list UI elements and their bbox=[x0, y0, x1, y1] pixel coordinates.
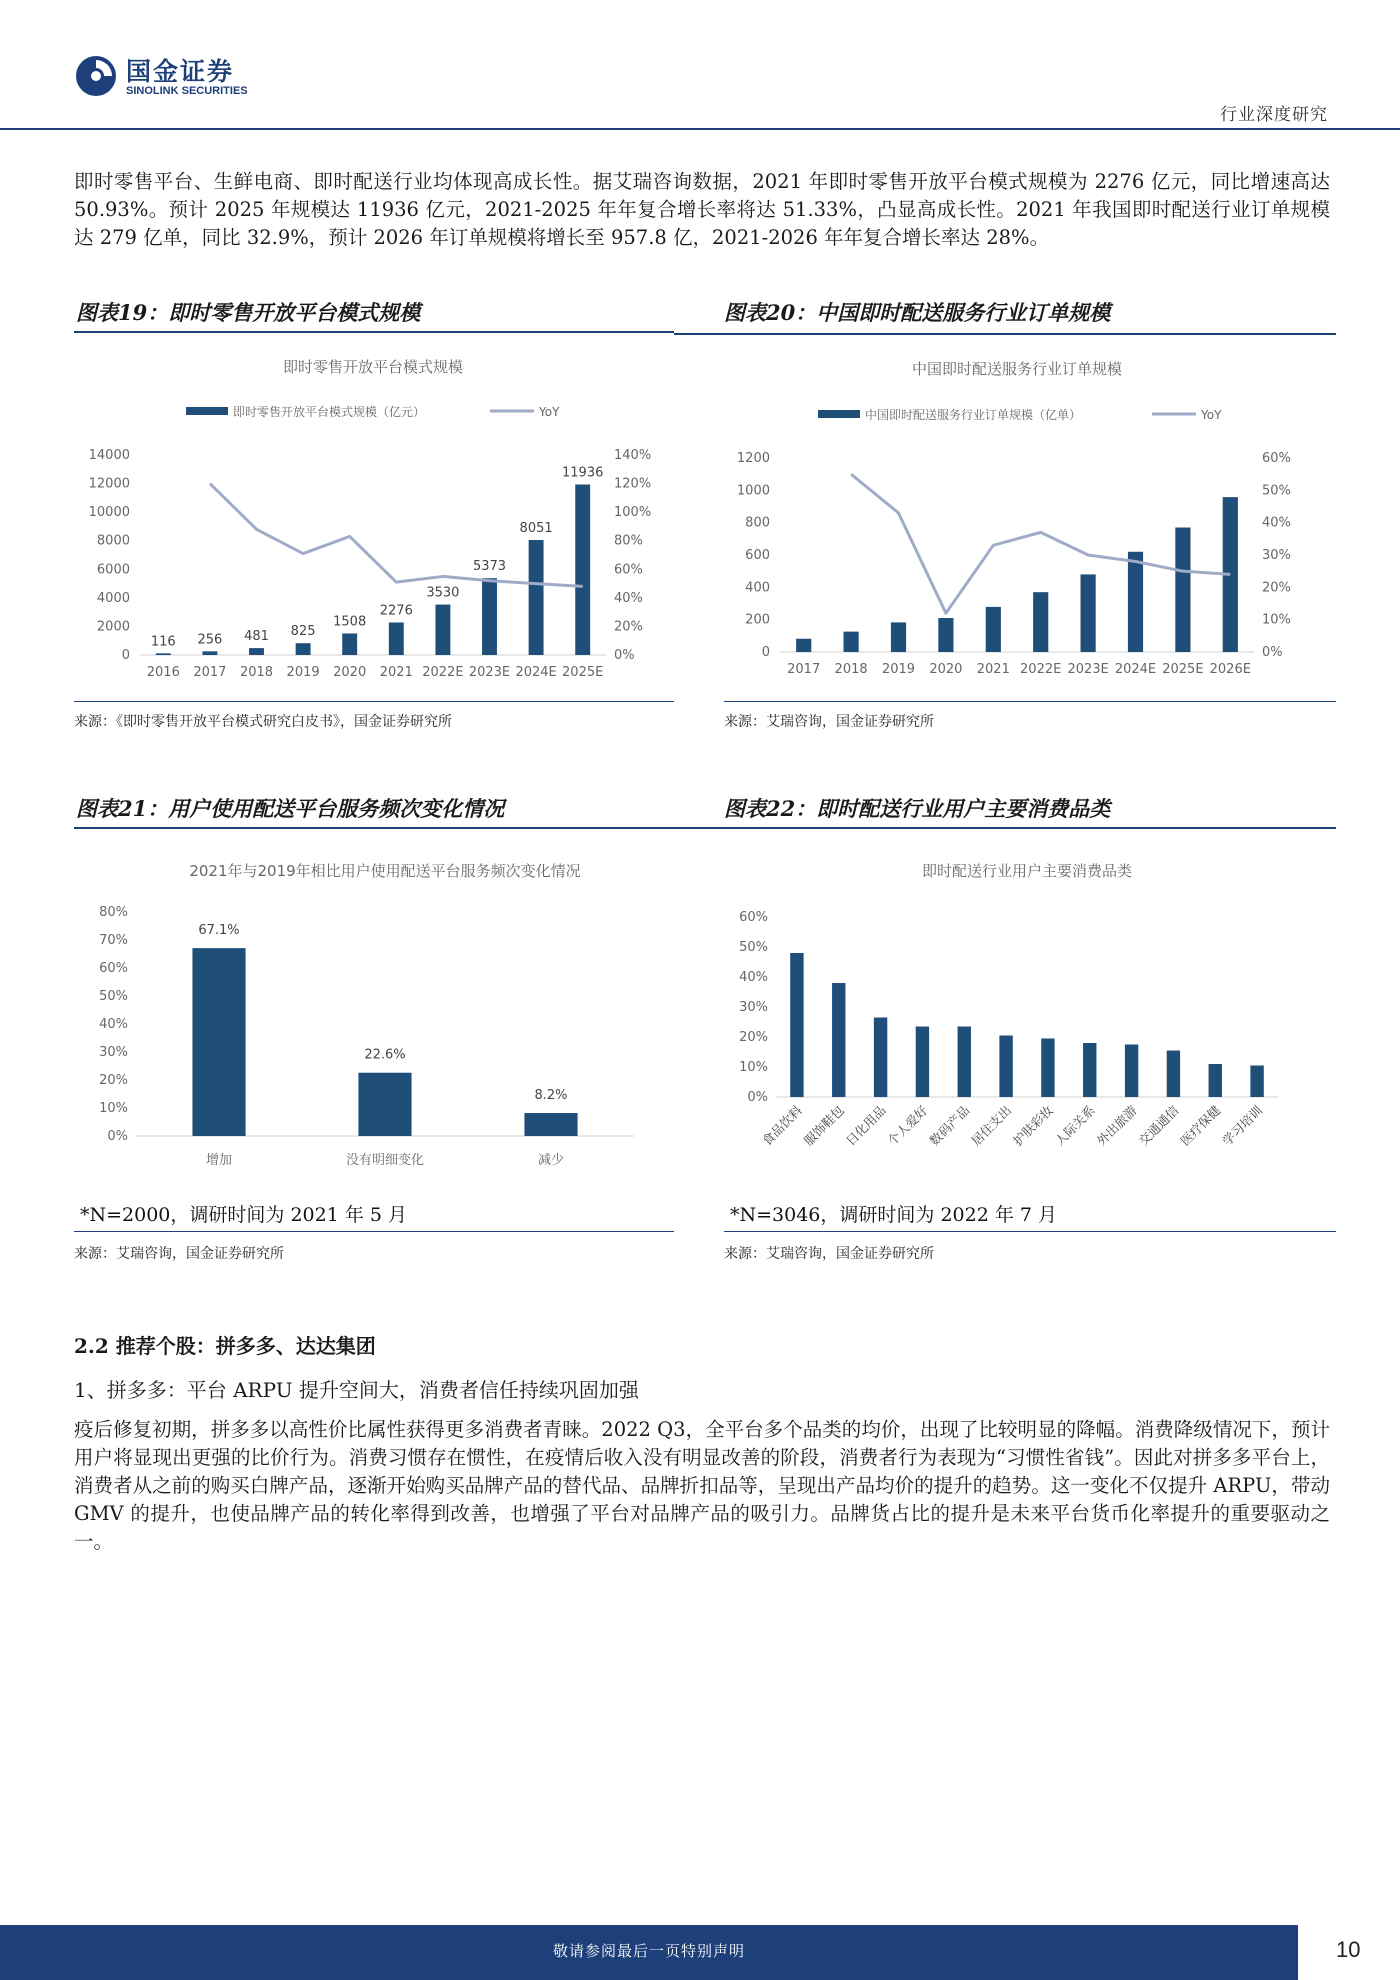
fig22-xtick-label: 食品饮料 bbox=[759, 1102, 806, 1149]
fig20-y2tick-label: 0% bbox=[1262, 645, 1283, 660]
fig22-ytick-label: 30% bbox=[739, 1000, 768, 1015]
logo-english-name: SINOLINK SECURITIES bbox=[126, 85, 248, 97]
fig20-xtick-label: 2019 bbox=[881, 662, 916, 677]
fig19-xtick-label: 2024E bbox=[515, 665, 557, 680]
fig20-legend-bar-label: 中国即时配送服务行业订单规模（亿单） bbox=[865, 408, 1082, 422]
fig19-ytick-label: 6000 bbox=[96, 562, 130, 578]
fig19-y2tick-label: 80% bbox=[614, 533, 643, 549]
fig19-bar bbox=[156, 653, 171, 655]
fig20-bar bbox=[938, 618, 953, 652]
fig22-xtick-label: 数码产品 bbox=[926, 1102, 973, 1149]
fig22-xtick-label: 居住支出 bbox=[968, 1102, 1015, 1149]
fig21-bar bbox=[358, 1073, 411, 1136]
fig19-xtick-label: 2019 bbox=[286, 665, 320, 680]
fig20-ytick-label: 0 bbox=[761, 645, 770, 660]
fig19-xtick-label: 2025E bbox=[562, 665, 604, 680]
fig21-ytick-label: 60% bbox=[99, 961, 128, 976]
fig21-bar bbox=[192, 948, 245, 1136]
section-heading: 2.2 推荐个股：拼多多、达达集团 bbox=[74, 1334, 376, 1358]
fig20-bar bbox=[986, 607, 1001, 652]
fig21-ytick-label: 40% bbox=[99, 1017, 128, 1032]
fig21-bar bbox=[524, 1113, 577, 1136]
intro-paragraph: 即时零售平台、生鲜电商、即时配送行业均体现高成长性。据艾瑞咨询数据，2021 年即时零售开放平台模式规模为 2276 亿元，同比增速高达 50.93%。预计 2025 年规模达 11936 亿元，2021-2025 年年复合增长率将达 51.33%，凸显高成长性。2021 年我国即时配送行业订单规模达 279 亿单，同比 32.9%，预计 2026 年订单规模将增长至 957.8 亿，2021-2026 年年复合增长率达 28%。 bbox=[74, 170, 1330, 249]
fig19-legend-bar-label: 即时零售开放平台模式规模（亿元） bbox=[233, 405, 426, 419]
fig19-bar-value-label: 481 bbox=[244, 629, 269, 645]
fig19-bar-value-label: 5373 bbox=[472, 559, 507, 575]
sinolink-logo-icon bbox=[74, 54, 118, 98]
fig22-bar bbox=[1083, 1043, 1096, 1097]
fig21-bottom-rule bbox=[74, 1231, 674, 1232]
fig22-source: 来源：艾瑞咨询，国金证券研究所 bbox=[724, 1246, 934, 1262]
fig19-xtick-label: 2021 bbox=[379, 665, 413, 680]
header-divider bbox=[0, 128, 1400, 130]
fig19-bar-value-label: 3530 bbox=[426, 585, 460, 601]
report-type-label: 行业深度研究 bbox=[1220, 105, 1328, 125]
fig20-bar bbox=[1175, 528, 1190, 652]
fig21-ytick-label: 10% bbox=[99, 1101, 128, 1116]
fig20-ytick-label: 400 bbox=[745, 580, 770, 596]
fig19-bar bbox=[249, 648, 264, 655]
fig22-title-rule bbox=[674, 827, 1336, 829]
fig22-xtick-label: 服饰鞋包 bbox=[800, 1102, 847, 1149]
fig19-ytick-label: 12000 bbox=[88, 476, 130, 492]
fig20-legend-bar-swatch bbox=[818, 410, 860, 418]
fig22-bar bbox=[1250, 1066, 1263, 1098]
fig20-xtick-label: 2018 bbox=[834, 662, 868, 677]
logo-chinese-name: 国金证券 bbox=[126, 57, 235, 86]
fig20-xtick-label: 2025E bbox=[1162, 662, 1204, 677]
fig20-y2tick-label: 30% bbox=[1262, 548, 1291, 563]
fig19-xtick-label: 2017 bbox=[193, 665, 227, 680]
fig21-xtick-label: 增加 bbox=[205, 1153, 233, 1168]
page-number: 10 bbox=[1336, 1937, 1361, 1962]
fig19-ytick-label: 8000 bbox=[96, 533, 130, 549]
fig21-ytick-label: 50% bbox=[99, 989, 128, 1004]
fig21-source: 来源：艾瑞咨询，国金证券研究所 bbox=[74, 1246, 284, 1262]
fig20-bar bbox=[1033, 592, 1048, 652]
fig22-xtick-label: 学习培训 bbox=[1219, 1102, 1266, 1149]
fig21-chart-title: 2021年与2019年相比用户使用配送平台服务频次变化情况 bbox=[189, 862, 581, 880]
fig19-ytick-label: 0 bbox=[121, 648, 130, 663]
fig21-ytick-label: 0% bbox=[107, 1129, 128, 1144]
page-header bbox=[0, 0, 1400, 130]
fig20-bar bbox=[844, 632, 859, 652]
fig21-note: *N=2000，调研时间为 2021 年 5 月 bbox=[80, 1204, 407, 1226]
fig19-chart bbox=[74, 340, 674, 700]
fig22-bar bbox=[874, 1018, 887, 1098]
fig19-xtick-label: 2018 bbox=[239, 665, 274, 680]
fig20-bar bbox=[1081, 574, 1096, 652]
fig22-bar bbox=[958, 1027, 971, 1098]
fig21-ytick-label: 80% bbox=[99, 905, 128, 920]
fig20-chart bbox=[724, 340, 1336, 700]
fig20-xtick-label: 2021 bbox=[976, 662, 1010, 677]
fig19-bar-value-label: 256 bbox=[197, 632, 223, 648]
fig19-ytick-label: 4000 bbox=[96, 590, 130, 606]
fig19-y2tick-label: 60% bbox=[614, 562, 643, 578]
fig21-ytick-label: 70% bbox=[99, 933, 128, 948]
fig21-bar-value-label: 67.1% bbox=[198, 923, 240, 939]
fig19-bar bbox=[342, 633, 357, 655]
fig22-bar bbox=[916, 1027, 929, 1098]
fig20-bar bbox=[1128, 552, 1143, 652]
fig22-bottom-rule bbox=[724, 1231, 1336, 1232]
fig22-ytick-label: 50% bbox=[739, 940, 768, 955]
fig19-bar-value-label: 2276 bbox=[379, 603, 413, 619]
subsection-heading: 1、拼多多：平台 ARPU 提升空间大，消费者信任持续巩固加强 bbox=[74, 1378, 639, 1402]
fig19-bottom-rule bbox=[74, 701, 674, 702]
fig20-y2tick-label: 50% bbox=[1262, 483, 1291, 499]
fig20-title-rule bbox=[674, 333, 1336, 335]
fig22-xtick-label: 医疗保健 bbox=[1177, 1102, 1224, 1149]
fig20-y2tick-label: 20% bbox=[1262, 580, 1291, 596]
fig21-ytick-label: 30% bbox=[99, 1045, 128, 1060]
fig20-bar bbox=[891, 622, 906, 652]
fig19-bar bbox=[575, 484, 590, 655]
fig20-chart-title: 中国即时配送服务行业订单规模 bbox=[911, 360, 1123, 378]
fig20-title: 图表20：中国即时配送服务行业订单规模 bbox=[724, 300, 1111, 325]
fig19-bar bbox=[202, 651, 217, 655]
fig22-ytick-label: 10% bbox=[739, 1060, 768, 1075]
fig22-chart-title: 即时配送行业用户主要消费品类 bbox=[921, 862, 1133, 880]
fig22-ytick-label: 0% bbox=[747, 1090, 768, 1105]
fig21-chart bbox=[74, 840, 674, 1195]
fig19-bar bbox=[389, 622, 404, 655]
fig22-bar bbox=[1125, 1045, 1138, 1098]
fig22-bar bbox=[1209, 1064, 1222, 1097]
fig22-bar bbox=[1167, 1051, 1180, 1098]
fig22-ytick-label: 40% bbox=[739, 970, 768, 985]
fig19-ytick-label: 10000 bbox=[88, 505, 130, 521]
fig19-title-rule bbox=[74, 331, 674, 333]
fig19-bar-value-label: 8051 bbox=[519, 520, 553, 536]
fig22-xtick-label: 护肤彩妆 bbox=[1010, 1102, 1057, 1149]
fig20-xtick-label: 2017 bbox=[787, 662, 821, 677]
fig19-y2tick-label: 140% bbox=[614, 448, 652, 463]
fig22-bar bbox=[1041, 1039, 1054, 1098]
fig22-bar bbox=[999, 1036, 1012, 1098]
fig21-title: 图表21：用户使用配送平台服务频次变化情况 bbox=[76, 796, 505, 821]
fig22-xtick-label: 日化用品 bbox=[842, 1102, 889, 1149]
fig20-ytick-label: 200 bbox=[745, 612, 770, 628]
fig19-bar-value-label: 1508 bbox=[333, 614, 367, 630]
fig19-bar bbox=[529, 540, 544, 655]
fig21-bar-value-label: 8.2% bbox=[534, 1088, 568, 1104]
fig19-bar bbox=[482, 578, 497, 655]
fig20-legend-line-label: YoY bbox=[1201, 408, 1222, 422]
fig20-xtick-label: 2026E bbox=[1209, 662, 1251, 677]
fig21-ytick-label: 20% bbox=[99, 1073, 128, 1088]
fig22-chart bbox=[724, 840, 1336, 1195]
fig19-xtick-label: 2016 bbox=[146, 665, 180, 680]
fig20-y2tick-label: 60% bbox=[1262, 451, 1291, 466]
fig19-legend-bar-swatch bbox=[186, 407, 228, 415]
fig21-bar-value-label: 22.6% bbox=[364, 1047, 406, 1063]
fig19-bar bbox=[296, 643, 311, 655]
fig19-source: 来源：《即时零售开放平台模式研究白皮书》，国金证券研究所 bbox=[74, 714, 452, 730]
fig21-xtick-label: 减少 bbox=[537, 1153, 565, 1168]
fig20-y2tick-label: 10% bbox=[1262, 612, 1291, 628]
fig20-xtick-label: 2020 bbox=[929, 662, 963, 677]
fig20-bar bbox=[796, 639, 811, 652]
fig19-y2tick-label: 20% bbox=[614, 619, 643, 635]
fig22-bar bbox=[790, 953, 803, 1097]
fig19-legend-line-label: YoY bbox=[539, 405, 560, 419]
fig19-xtick-label: 2023E bbox=[468, 665, 511, 680]
fig22-xtick-label: 个人爱好 bbox=[884, 1102, 931, 1149]
fig19-y2tick-label: 0% bbox=[614, 648, 635, 663]
fig20-ytick-label: 1000 bbox=[736, 483, 770, 499]
fig20-y2tick-label: 40% bbox=[1262, 515, 1291, 531]
fig19-ytick-label: 14000 bbox=[88, 448, 130, 463]
fig19-y2tick-label: 120% bbox=[614, 476, 652, 492]
fig19-y2tick-label: 40% bbox=[614, 590, 643, 606]
fig19-xtick-label: 2020 bbox=[333, 665, 367, 680]
fig20-bottom-rule bbox=[724, 701, 1336, 702]
fig19-title: 图表19：即时零售开放平台模式规模 bbox=[76, 300, 421, 325]
fig19-bar-value-label: 11936 bbox=[562, 465, 604, 481]
fig19-y2tick-label: 100% bbox=[614, 505, 652, 521]
fig19-xtick-label: 2022E bbox=[422, 665, 464, 680]
fig22-title: 图表22：即时配送行业用户主要消费品类 bbox=[724, 796, 1111, 821]
fig20-ytick-label: 1200 bbox=[736, 451, 770, 466]
fig20-xtick-label: 2023E bbox=[1067, 662, 1109, 677]
fig20-source: 来源：艾瑞咨询，国金证券研究所 bbox=[724, 714, 934, 730]
fig19-ytick-label: 2000 bbox=[96, 619, 130, 635]
body-paragraph: 疫后修复初期，拼多多以高性价比属性获得更多消费者青睐。2022 Q3，全平台多个品类的均价，出现了比较明显的降幅。消费降级情况下，预计用户将显现出更强的比价行为。消费习惯存在惯性，在疫情后收入没有明显改善的阶段，消费者行为表现为“习惯性省钱”。因此对拼多多平台上，消费者从之前的购买白牌产品，逐渐开始购买品牌产品的替代品、品牌折扣品等，呈现出产品均价的提升的趋势。这一变化不仅提升 ARPU，带动 GMV 的提升，也使品牌产品的转化率得到改善，也增强了平台对品牌产品的吸引力。品牌货占比的提升是未来平台货币化率提升的重要驱动之一。 bbox=[74, 1418, 1330, 1553]
fig19-chart-title: 即时零售开放平台模式规模 bbox=[282, 358, 464, 376]
fig21-xtick-label: 没有明细变化 bbox=[345, 1153, 425, 1168]
fig22-ytick-label: 60% bbox=[739, 910, 768, 925]
fig20-xtick-label: 2022E bbox=[1020, 662, 1062, 677]
fig22-bar bbox=[832, 983, 845, 1097]
fig22-ytick-label: 20% bbox=[739, 1030, 768, 1045]
fig20-ytick-label: 600 bbox=[745, 548, 770, 563]
fig21-title-rule bbox=[74, 827, 674, 829]
fig22-note: *N=3046，调研时间为 2022 年 7 月 bbox=[730, 1204, 1057, 1226]
fig19-bar bbox=[435, 605, 450, 655]
fig20-xtick-label: 2024E bbox=[1114, 662, 1157, 677]
fig20-ytick-label: 800 bbox=[745, 515, 770, 531]
fig22-xtick-label: 人际关系 bbox=[1051, 1102, 1098, 1149]
fig19-bar-value-label: 825 bbox=[290, 624, 316, 640]
fig22-xtick-label: 交通通信 bbox=[1135, 1102, 1182, 1149]
footer-disclaimer: 敬请参阅最后一页特别声明 bbox=[552, 1942, 745, 1960]
fig19-bar-value-label: 116 bbox=[150, 634, 176, 650]
fig22-xtick-label: 外出旅游 bbox=[1093, 1102, 1140, 1149]
